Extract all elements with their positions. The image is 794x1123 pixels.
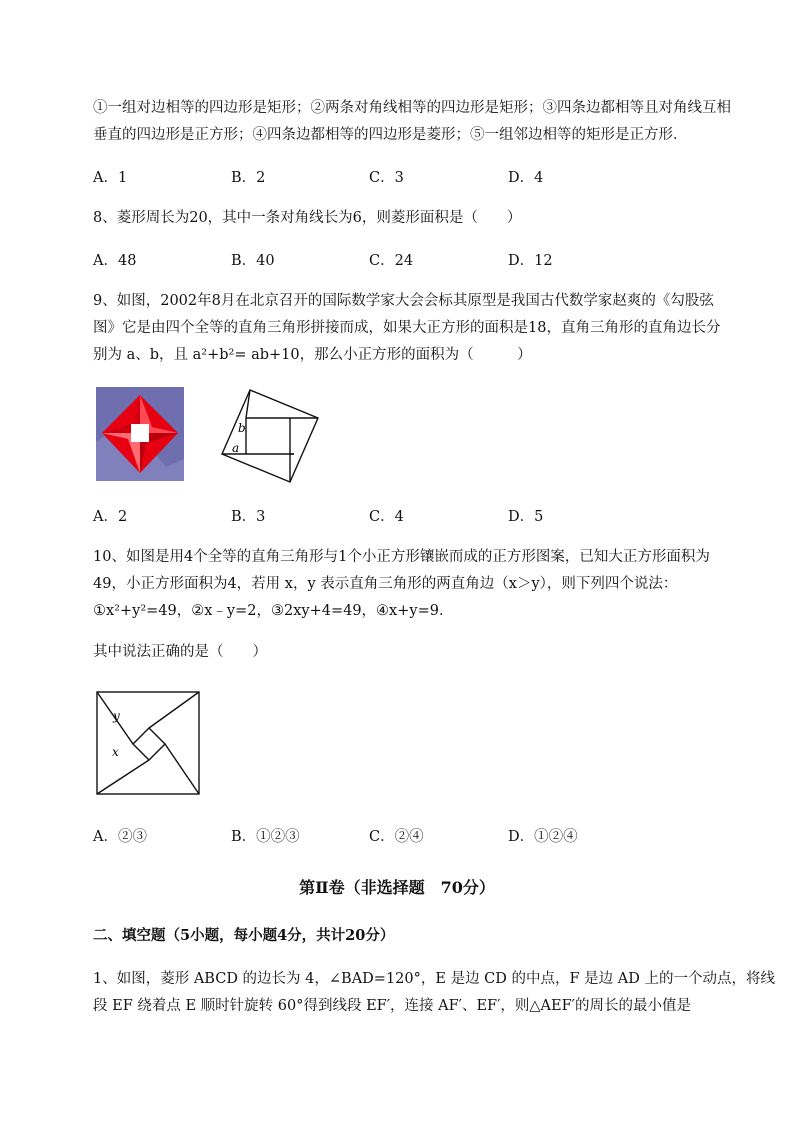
q7-option-d: D．4 [508, 170, 544, 186]
q7-text-line1: ①一组对边相等的四边形是矩形；②两条对角线相等的四边形是矩形；③四条边都相等且对角线互相 [93, 100, 731, 116]
q8-option-c: C．24 [369, 253, 414, 269]
pythagoras-square-figure [218, 388, 322, 484]
q8-option-d: D．12 [508, 253, 553, 269]
q9-option-c: C．4 [369, 509, 404, 525]
q9-text-line1: 9、如图，2002年8月在北京召开的国际数学家大会会标其原型是我国古代数学家赵爽的《勾股弦 [93, 293, 714, 309]
q10-text-line4: 其中说法正确的是（ ） [93, 644, 267, 660]
section-heading: 二、填空题（5小题，每小题4分，共计20分） [93, 927, 395, 944]
q7-option-b: B．2 [231, 170, 266, 186]
q7-text-line2: 垂直的四边形是正方形；④四条边都相等的四边形是菱形；⑤一组邻边相等的矩形是正方形． [93, 127, 688, 143]
congress-emblem-image [96, 387, 184, 481]
q9-text-line3: 别为 a、b，且 a²+b²= ab+10，那么小正方形的面积为（ ） [93, 347, 532, 363]
label-b: b [238, 421, 246, 435]
q9-text-line2: 图》它是由四个全等的直角三角形拼接而成，如果大正方形的面积是18，直角三角形的直角边长分 [93, 320, 721, 336]
pinwheel-square-figure [95, 690, 201, 796]
q10-text-line2: 49，小正方形面积为4，若用 x，y 表示直角三角形的两直角边（x＞y），则下列四个说法： [93, 576, 678, 592]
fill-q1-line2: 段 EF 绕着点 E 顺时针旋转 60°得到线段 EF′，连接 AF′、EF′，则△AEF′的周长的最小值是 [93, 998, 691, 1014]
q10-text-line3: ①x²+y²=49，②x﹣y=2，③2xy+4=49，④x+y=9． [93, 603, 454, 619]
q10-option-c: C．②④ [369, 829, 424, 845]
fill-q1-line1: 1、如图，菱形 ABCD 的边长为 4，∠BAD=120°，E 是边 CD 的中点，F 是边 AD 上的一个动点，将线 [93, 971, 775, 987]
label-y: y [113, 709, 120, 723]
q7-option-c: C．3 [369, 170, 404, 186]
q10-option-b: B．①②③ [231, 829, 300, 845]
q8-stem: 8、菱形周长为20，其中一条对角线长为6，则菱形面积是（ ） [93, 210, 522, 226]
label-x: x [112, 745, 119, 759]
q8-option-b: B．40 [231, 253, 275, 269]
q9-option-a: A．2 [93, 509, 128, 525]
q8-option-a: A．48 [93, 253, 137, 269]
q9-option-d: D．5 [508, 509, 544, 525]
label-a: a [232, 441, 240, 455]
q10-option-a: A．②③ [93, 829, 147, 845]
q10-option-d: D．①②④ [508, 829, 578, 845]
q7-option-a: A．1 [93, 170, 128, 186]
q10-text-line1: 10、如图是用4个全等的直角三角形与1个小正方形镶嵌而成的正方形图案，已知大正方形面积为 [93, 549, 710, 565]
part2-title: 第Ⅱ卷（非选择题 70分） [299, 878, 495, 897]
q9-option-b: B．3 [231, 509, 266, 525]
